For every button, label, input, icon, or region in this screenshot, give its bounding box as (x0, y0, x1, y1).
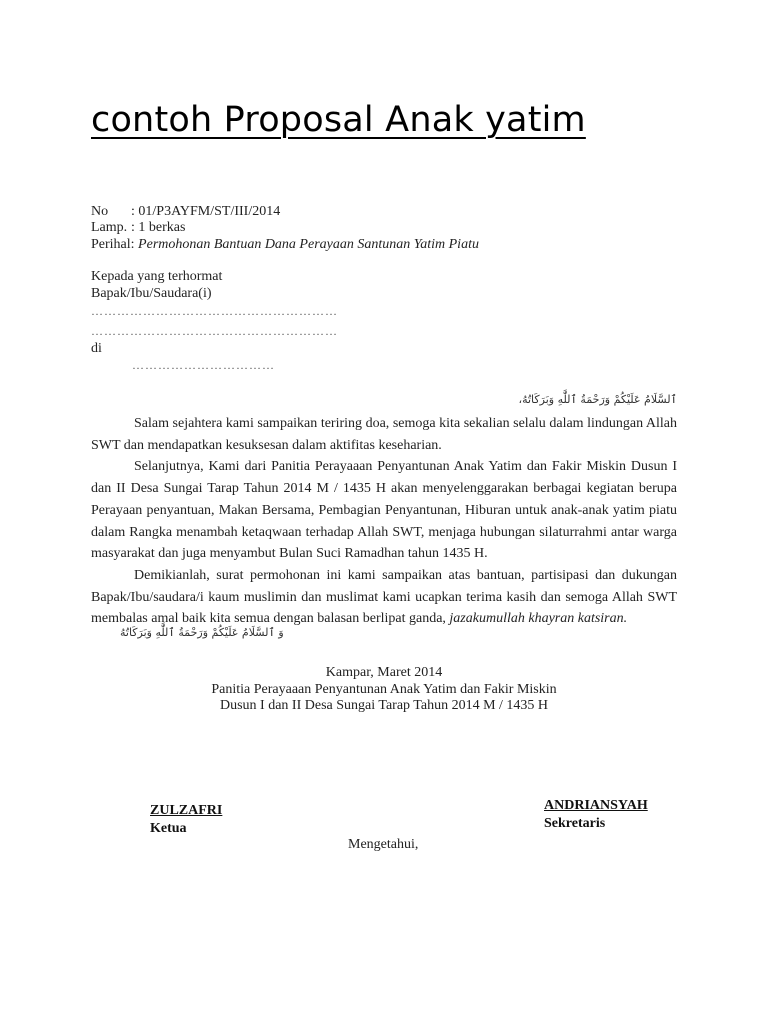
recipient-dots-2: ………………………………………………… (91, 324, 338, 338)
signatory-left-role: Ketua (150, 821, 187, 836)
committee-line-1: Panitia Perayaaan Penyantunan Anak Yatim dan Fakir Miskin (211, 682, 557, 697)
attachment-line (91, 220, 185, 236)
place-date: Kampar, Maret 2014 (325, 665, 443, 680)
recipient-dots-1: ………………………………………………… (91, 304, 338, 318)
salam-opening: ٱلسَّلَامُ عَلَيْكُمْ وَرَحْمَةُ ٱللَّٰهِ وَبَرَكَاتُهُ، (518, 393, 677, 406)
perihal-value: Permohonan Bantuan Dana Perayaan Santunan Yatim Piatu (138, 237, 479, 252)
subject-line (91, 237, 479, 253)
signatory-left-name: ZULZAFRI (150, 803, 223, 818)
lamp-label: Lamp. (91, 220, 128, 235)
committee-line-2: Dusun I dan II Desa Sungai Tarap Tahun 2014 M / 1435 H (219, 698, 549, 713)
perihal-label: Perihal: (91, 237, 135, 252)
signatory-right-name: ANDRIANSYAH (544, 798, 648, 813)
recipient-dots-3: …………………………… (132, 358, 275, 372)
body-paragraph-1: Salam sejahtera kami sampaikan teriring doa, semoga kita sekalian selalu dalam lindungan Allah SWT dan mendapatkan kesuksesan dalam aktifitas keseharian. (91, 416, 677, 453)
body-paragraph-3-italic: jazakumullah khayran katsiran. (449, 611, 628, 627)
no-label: No (91, 204, 109, 219)
acknowledged-label: Mengetahui, (348, 837, 419, 852)
lamp-value: : 1 berkas (131, 220, 186, 235)
letter-number-line (91, 204, 280, 220)
recipient-line-1: Kepada yang terhormat (91, 269, 223, 284)
body-paragraph-3 (91, 565, 677, 630)
salam-closing: وَ ٱلسَّلَامُ عَلَيْكُمْ وَرَحْمَةُ ٱللَّٰهِ وَبَرَكَاتُهُ (120, 626, 284, 639)
body-paragraph-2: Selanjutnya, Kami dari Panitia Perayaaan Penyantunan Anak Yatim dan Fakir Miskin Dusun I dan II Desa Sungai Tarap Tahun 2014 M / 1435 H akan menyelenggarakan berbagai kegiatan berupa Perayaan penyantuan, Makan Bersama, Pembagian Penyantunan, Hiburan untuk anak-anak yatim piatu dalam Rangka menambah ketaqwaan terhadap Allah SWT, menjaga hubungan silaturrahmi antar warga masyarakat dan juga menyambut Bulan Suci Ramadhan tahun 1435 H. (91, 459, 677, 562)
signatory-right-role: Sekretaris (544, 816, 606, 831)
recipient-line-2: Bapak/Ibu/Saudara(i) (91, 286, 212, 301)
recipient-di: di (91, 341, 102, 356)
body-paragraph-3-text: Demikianlah, surat permohonan ini kami sampaikan atas bantuan, partisipasi dan dukungan Bapak/Ibu/saudara/i kaum muslimin dan muslimat kami ucapkan terima kasih dan semoga Allah SWT membalas amal baik kita semua dengan balasan berlipat ganda, (91, 567, 677, 627)
no-value: : 01/P3AYFM/ST/III/2014 (131, 204, 281, 219)
page-title: contoh Proposal Anak yatim (91, 100, 586, 140)
letter-body (91, 413, 677, 630)
